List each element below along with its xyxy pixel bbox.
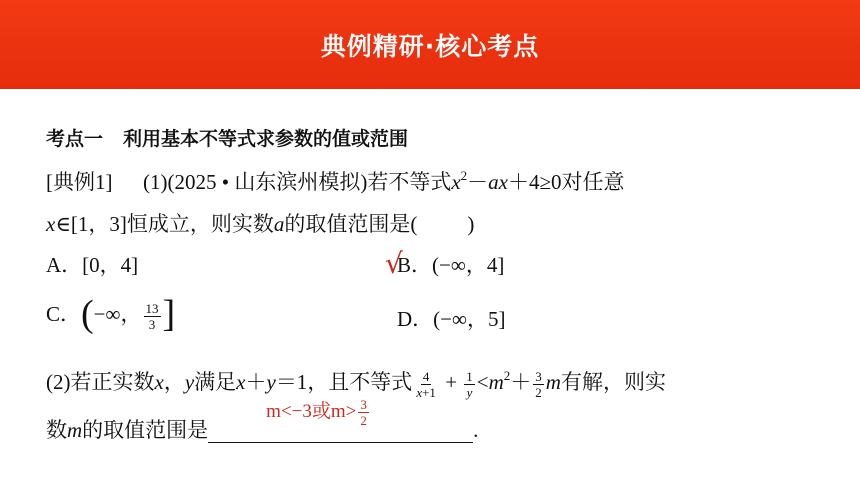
answer-numerator: 3: [360, 397, 367, 413]
stem-text-b: 对任意: [561, 170, 625, 194]
fraction-4-over-x1: $\frac{4}{x+1}$: [416, 368, 436, 400]
option-c-denominator: 3: [148, 316, 156, 332]
option-c-numerator: 13: [145, 300, 159, 316]
fraction-3-over-2: $\frac{3}{2}$: [535, 368, 542, 400]
math-domain: ∈[1，3]: [55, 212, 127, 236]
fraction-1-over-y: $\frac{1}{y}$: [466, 368, 473, 400]
problem-source: (2025 • 山东滨州模拟): [167, 170, 368, 194]
answer-denominator: 2: [360, 413, 367, 429]
heading-prefix: 考点一: [46, 128, 104, 150]
part1-number: (1): [143, 170, 168, 194]
part2-text-d: 有解，则实: [560, 370, 666, 394]
checkmark-icon: √: [385, 247, 403, 280]
part2-text-a: (2)若正实数: [46, 370, 155, 394]
option-a: A．[0，4]: [46, 253, 139, 277]
option-c-label: C．: [46, 301, 82, 326]
problem-line-1: [典例1] (1)(2025 • 山东滨州模拟)若不等式$x^2-ax+4\ge 0$对任意: [46, 168, 625, 194]
problem-line-2: [46, 208, 474, 238]
header-banner: [0, 0, 860, 89]
math-x2: x: [451, 170, 461, 194]
part2-end: .: [473, 418, 479, 442]
heading-title: 利用基本不等式求参数的值或范围: [123, 128, 409, 150]
option-b: B．(−∞，4]: [397, 253, 505, 277]
stem-text-e: ): [467, 212, 475, 236]
answer-text: [266, 396, 371, 427]
option-c-content: −∞，: [93, 301, 142, 326]
part2-text-b: 满足: [194, 370, 237, 394]
stem-text-d: 的取值范围是(: [284, 212, 418, 236]
stem-text-a: 若不等式: [367, 170, 452, 194]
answer-inequality: m<−3或m>: [266, 401, 357, 422]
stem-text-c: 恒成立，则实数: [126, 212, 274, 236]
option-c: C．(−∞， $\frac{13}{3}$ ]: [46, 293, 176, 335]
part2-text-c: ，且不等式: [307, 370, 413, 394]
banner-title: 典例精研·核心考点: [320, 31, 540, 61]
math-ineq: －ax＋4≥0: [467, 170, 562, 194]
section-heading: [46, 124, 408, 151]
math-x: x: [46, 212, 56, 236]
part2-line-1: (2)若正实数x，y满足x＋y＝1，且不等式 $\frac{4}{x+1}$ + $\frac{1}{y}$ $<m^2+$ $\frac{3}{2}$ m有解，则实: [46, 368, 666, 400]
example-label: [典例1]: [46, 170, 113, 194]
part2-line-2: 数m的取值范围是 m<−3或m> $\frac{3}{2}$ .: [46, 397, 479, 442]
math-a: a: [273, 212, 285, 236]
part2-text-e: 数: [46, 418, 67, 442]
part2-text-f: 的取值范围是: [82, 418, 209, 442]
option-d: D．(−∞，5]: [397, 307, 506, 331]
